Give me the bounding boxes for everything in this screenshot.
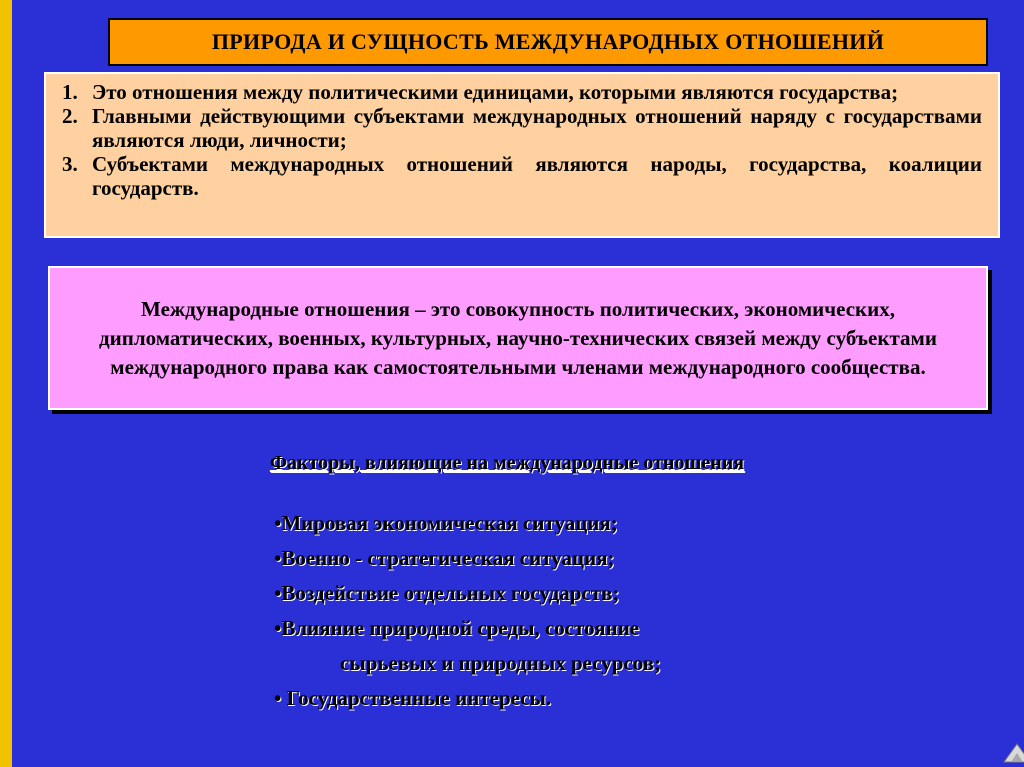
list-item-number: 2. [62, 104, 78, 128]
factor-item-continuation: сырьевых и природных ресурсов; [340, 651, 662, 675]
list-item-number: 1. [62, 80, 78, 104]
list-item [62, 152, 982, 200]
list-item-text: Главными действующими субъектами международных отношений наряду с государствами являются люди, личности; [92, 104, 982, 152]
factor-item [274, 576, 834, 611]
factors-heading: Факторы, влияющие на международные отношения [269, 452, 745, 474]
definition-box: Международные отношения – это совокупность политических, экономических, дипломатических, военных, культурных, научно-технических связей между субъектами международного права как самостоятельными членами международного сообщества. [48, 266, 988, 410]
numbered-list [62, 80, 982, 200]
factor-item [274, 681, 834, 716]
factors-list [274, 506, 834, 716]
numbered-list-box [44, 72, 1000, 238]
slide-nav-icon[interactable] [1002, 742, 1024, 764]
factor-item-text: • Государственные интересы. [274, 686, 552, 710]
factor-item-text: •Военно - стратегическая ситуация; [274, 546, 615, 570]
factor-item [274, 506, 834, 541]
factor-item-text: •Влияние природной среды, состояние [274, 616, 640, 640]
list-item-number: 3. [62, 152, 78, 176]
factor-item-text: •Воздействие отдельных государств; [274, 581, 620, 605]
slide-title: ПРИРОДА И СУЩНОСТЬ МЕЖДУНАРОДНЫХ ОТНОШЕНИЙ [108, 18, 988, 66]
factor-item-text: •Мировая экономическая ситуация; [274, 511, 618, 535]
list-item [62, 80, 982, 104]
list-item-text: Субъектами международных отношений являются народы, государства, коалиции государств. [92, 152, 982, 200]
factor-item [274, 611, 834, 681]
list-item-text: Это отношения между политическими единицами, которыми являются государства; [92, 80, 899, 104]
factor-item [274, 541, 834, 576]
list-item [62, 104, 982, 152]
